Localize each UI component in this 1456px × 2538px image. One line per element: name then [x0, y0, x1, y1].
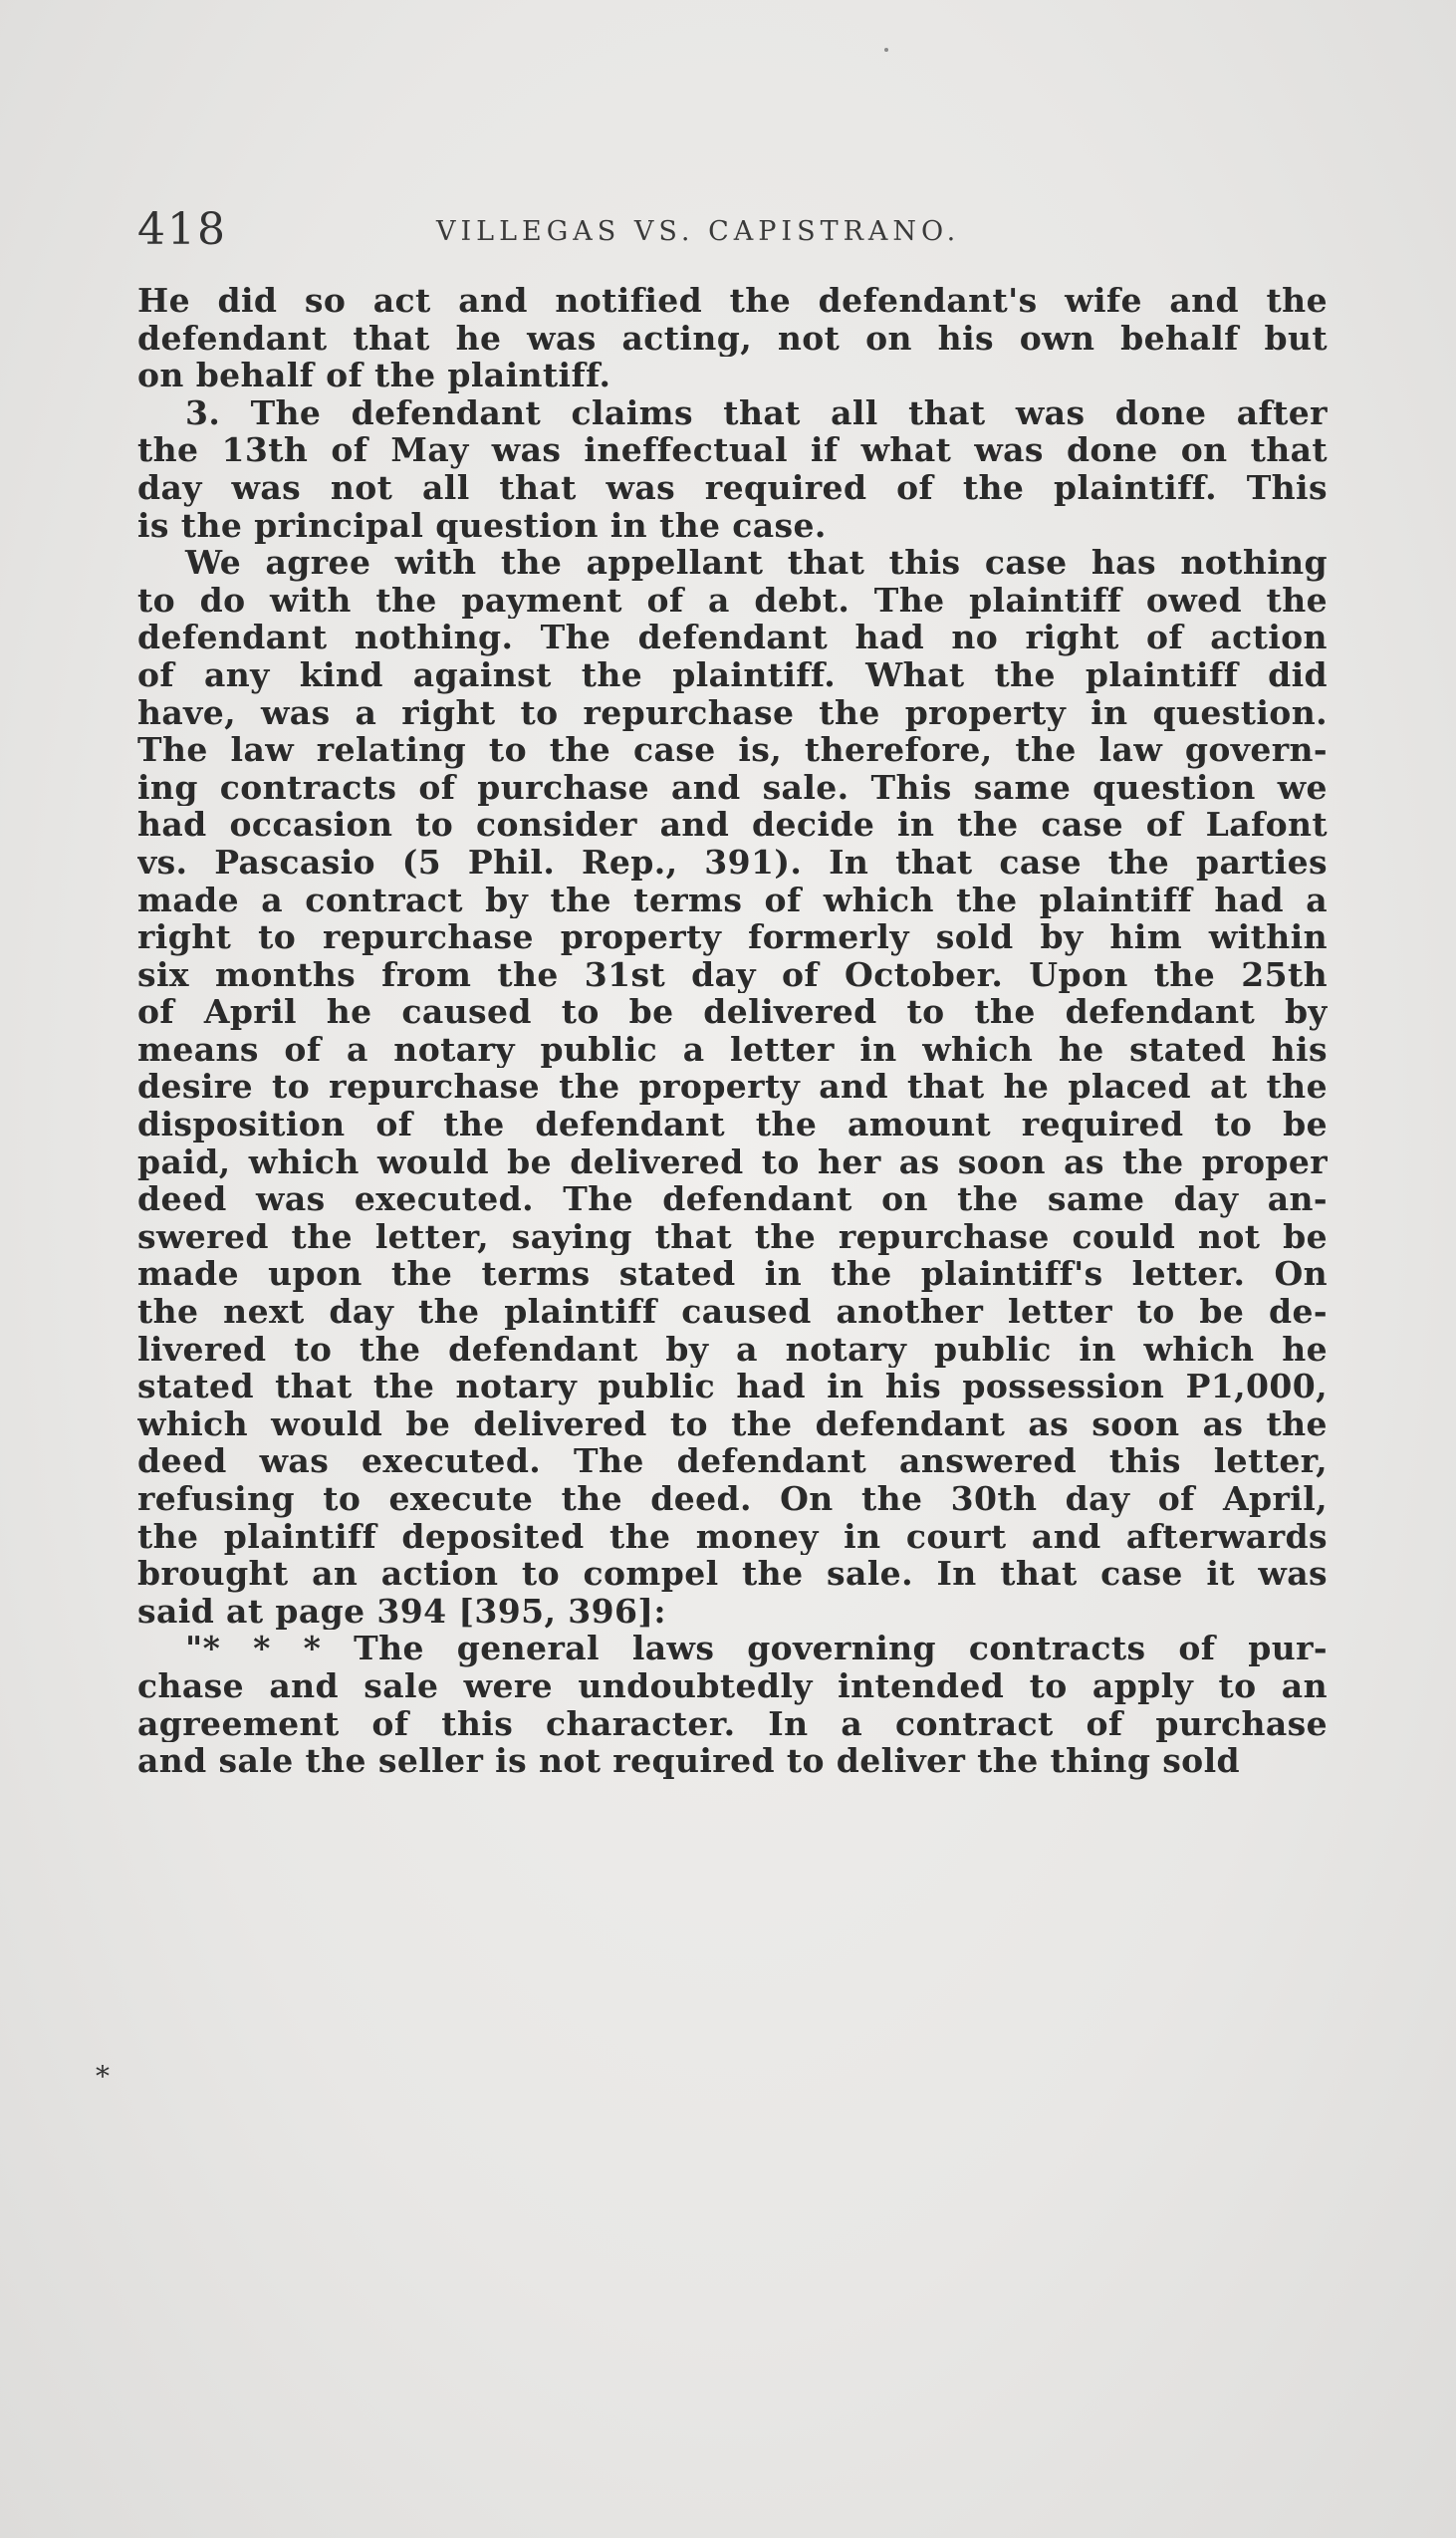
text-line: had occasion to consider and decide in the case of Lafont: [137, 806, 1328, 844]
text-line: of April he caused to be delivered to the defendant by: [137, 993, 1328, 1031]
text-line: the 13th of May was ineffectual if what was done on that: [137, 431, 1328, 469]
text-line: the plaintiff deposited the money in court and afterwards: [137, 1517, 1328, 1556]
text-line: agreement of this character. In a contract of purchase: [137, 1704, 1328, 1743]
text-line: stated that the notary public had in his possession P1,000,: [137, 1368, 1328, 1405]
text-line: means of a notary public a letter in which he stated his: [137, 1030, 1328, 1069]
margin-mark: *: [96, 2060, 110, 2093]
paper-speck: [884, 48, 888, 52]
text-line: 3. The defendant claims that all that was done after: [185, 393, 1328, 432]
body-text: [137, 282, 1328, 1780]
text-line: deed was executed. The defendant on the same day an-: [137, 1180, 1328, 1218]
page-header: [137, 204, 1333, 264]
text-line: day was not all that was required of the plaintiff. This: [137, 468, 1328, 507]
running-title: VILLEGAS VS. CAPISTRANO.: [436, 216, 961, 247]
text-line: We agree with the appellant that this case has nothing: [185, 544, 1328, 582]
text-line: six months from the 31st day of October. Upon the 25th: [137, 955, 1328, 994]
text-line: ing contracts of purchase and sale. This same question we: [137, 768, 1328, 807]
text-line: desire to repurchase the property and that he placed at the: [137, 1068, 1328, 1107]
text-line: said at page 394 [395, 396]:: [137, 1592, 666, 1631]
text-line: and sale the seller is not required to deliver the thing sold: [137, 1742, 1241, 1780]
text-line: made a contract by the terms of which the plaintiff had a: [137, 881, 1328, 919]
text-line: "* * * The general laws governing contracts of pur-: [185, 1630, 1328, 1667]
text-line: vs. Pascasio (5 Phil. Rep., 391). In that case the parties: [137, 843, 1328, 882]
page-number: 418: [137, 204, 227, 255]
text-line: livered to the defendant by a notary public in which he: [137, 1330, 1328, 1369]
text-line: disposition of the defendant the amount required to be: [137, 1106, 1328, 1143]
text-line: right to repurchase property formerly sold by him within: [137, 918, 1328, 956]
text-line: paid, which would be delivered to her as soon as the proper: [137, 1142, 1328, 1181]
text-line: is the principal question in the case.: [137, 506, 827, 545]
text-line: the next day the plaintiff caused another letter to be de-: [137, 1293, 1328, 1331]
text-line: chase and sale were undoubtedly intended to apply to an: [137, 1666, 1328, 1705]
text-line: made upon the terms stated in the plaintiff's letter. On: [137, 1255, 1328, 1294]
text-line: He did so act and notified the defendant's wife and the: [137, 282, 1328, 320]
text-line: on behalf of the plaintiff.: [137, 357, 611, 394]
text-line: refusing to execute the deed. On the 30th day of April,: [137, 1480, 1328, 1518]
text-line: defendant that he was acting, not on his own behalf but: [137, 319, 1328, 358]
text-line: have, was a right to repurchase the property in question.: [137, 693, 1328, 732]
text-line: The law relating to the case is, therefore, the law govern-: [137, 731, 1328, 769]
text-line: of any kind against the plaintiff. What the plaintiff did: [137, 655, 1328, 694]
text-line: defendant nothing. The defendant had no right of action: [137, 619, 1328, 656]
text-line: deed was executed. The defendant answered this letter,: [137, 1442, 1328, 1480]
text-line: brought an action to compel the sale. In that case it was: [137, 1555, 1328, 1593]
text-line: to do with the payment of a debt. The plaintiff owed the: [137, 581, 1328, 620]
text-line: swered the letter, saying that the repurchase could not be: [137, 1217, 1328, 1256]
text-line: which would be delivered to the defendant as soon as the: [137, 1404, 1328, 1443]
